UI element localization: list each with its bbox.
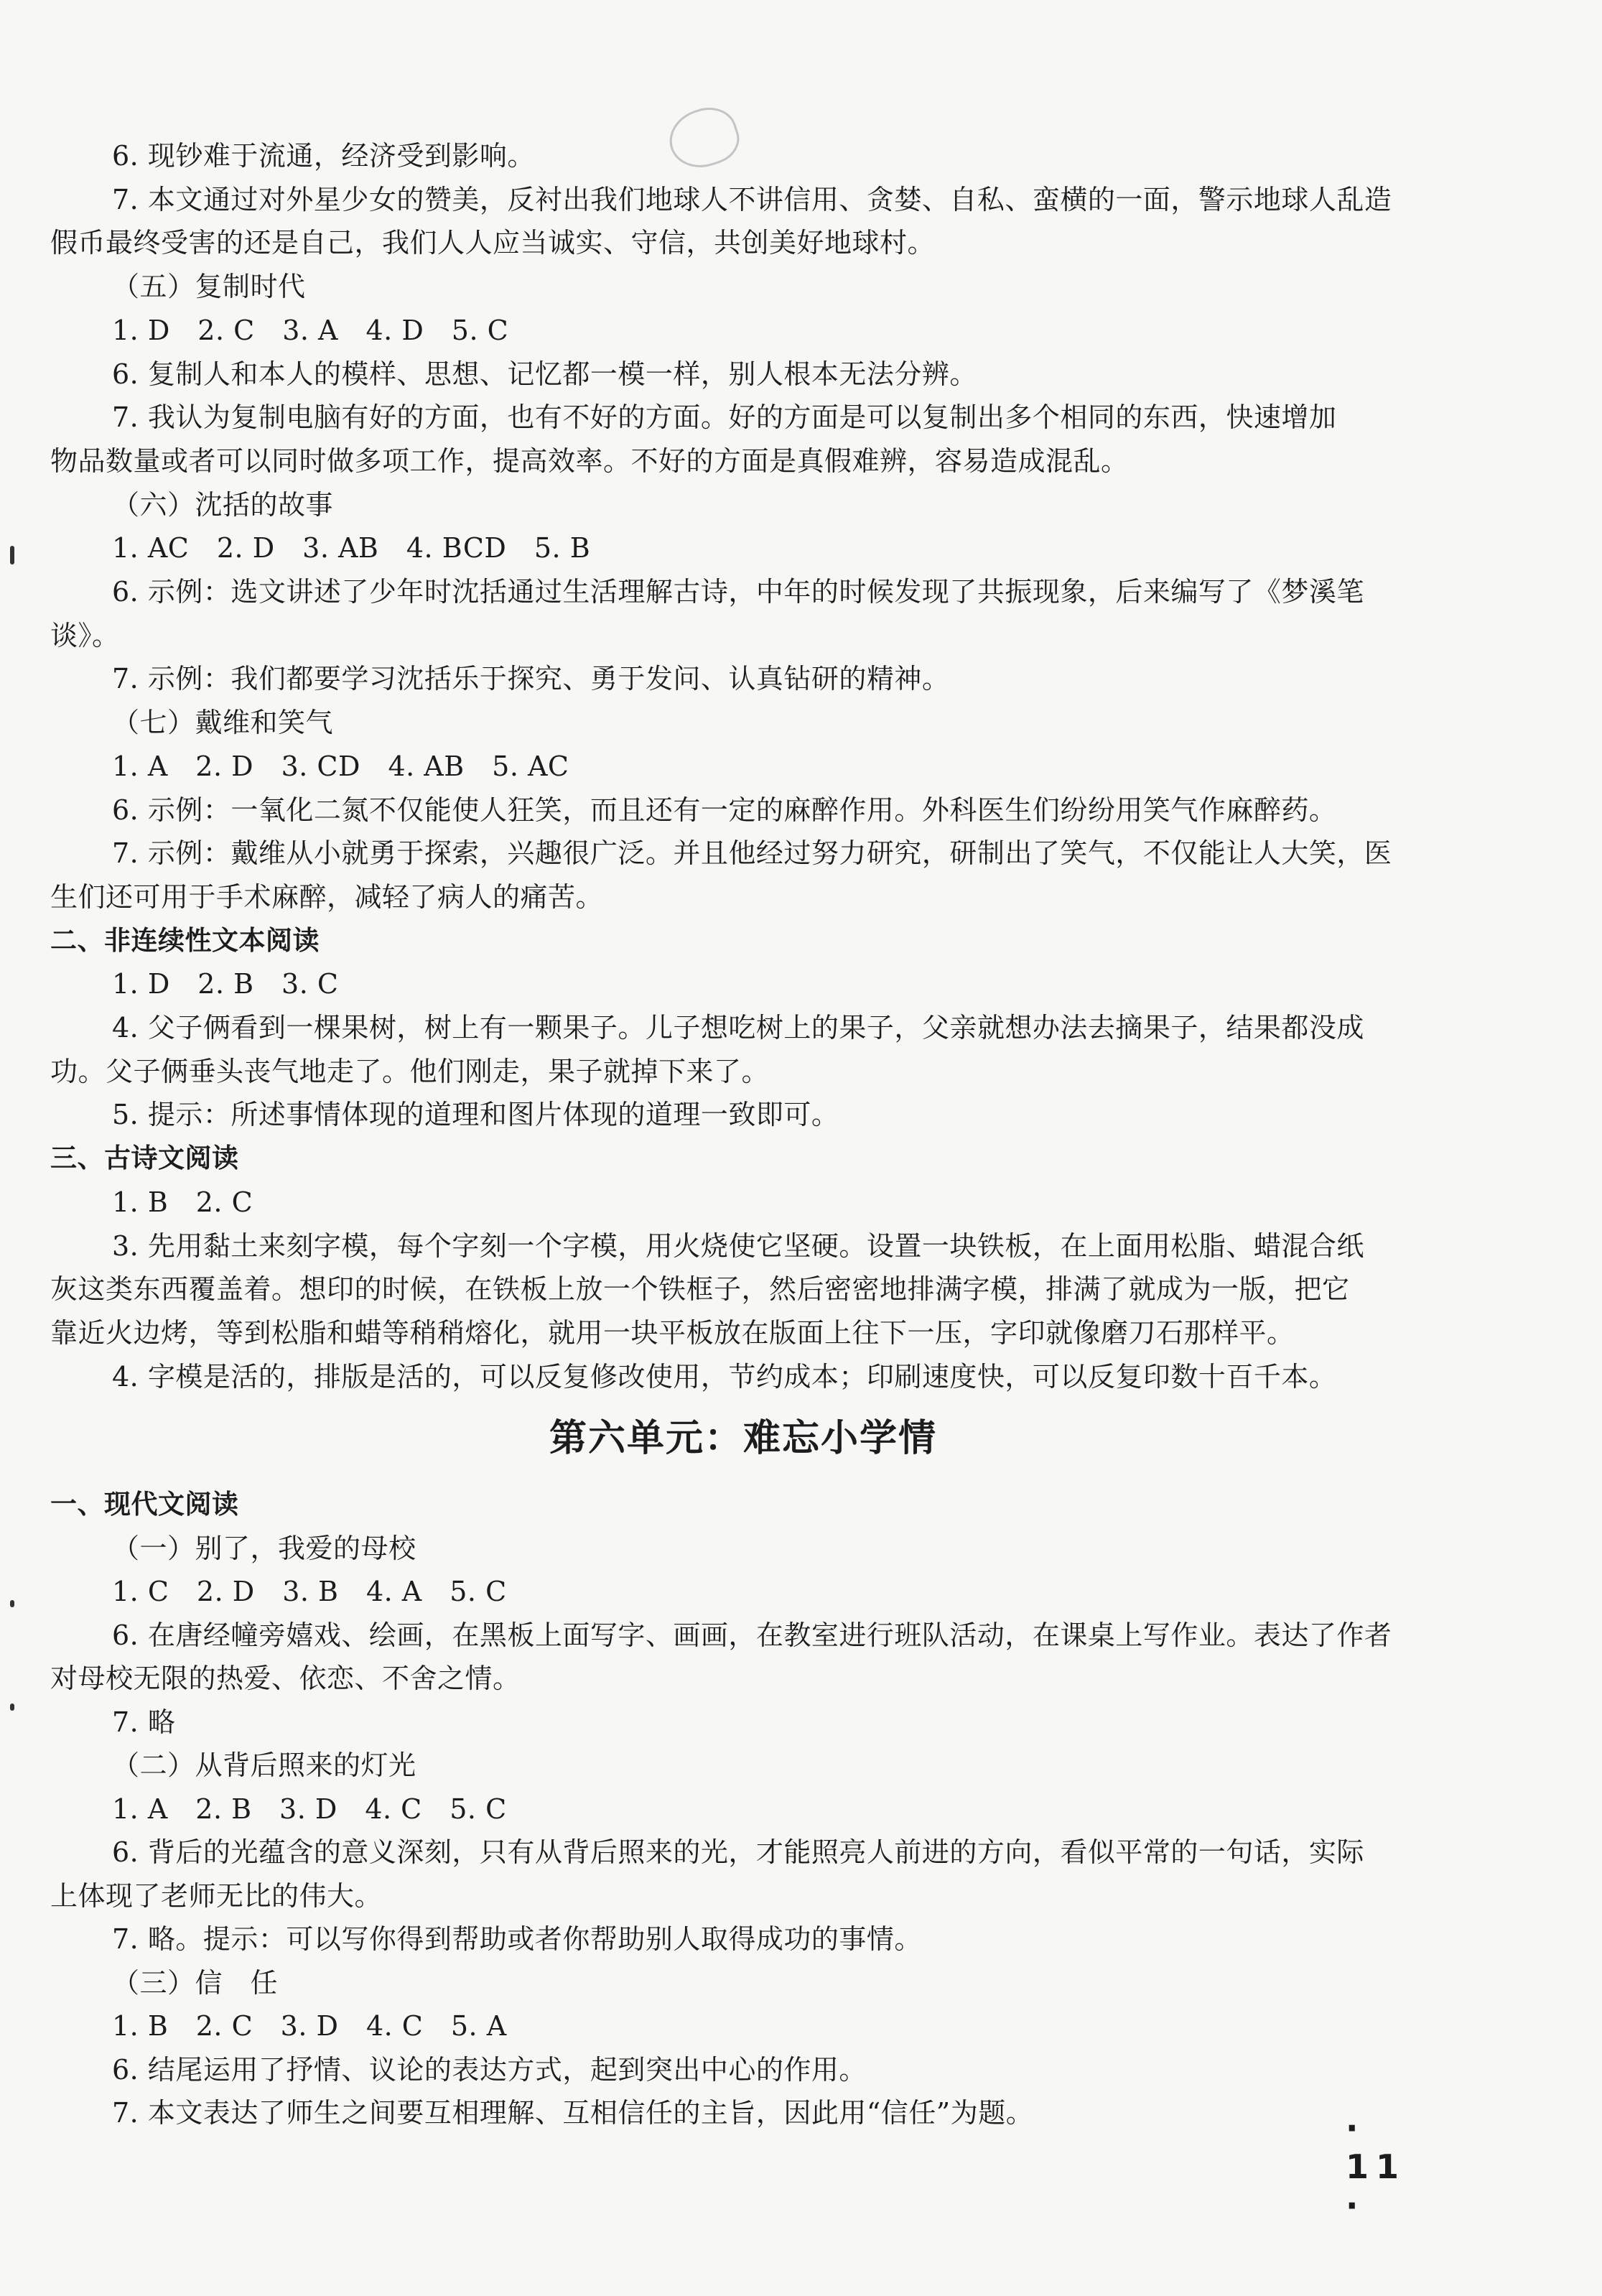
text-line: （七）戴维和笑气 bbox=[112, 707, 334, 739]
text-line: 功。父子俩垂头丧气地走了。他们刚走，果子就掉下来了。 bbox=[50, 1055, 770, 1087]
text-line: （五）复制时代 bbox=[112, 271, 306, 303]
text-line: 4. 字模是活的，排版是活的，可以反复修改使用，节约成本；印刷速度快，可以反复印数十百千本。 bbox=[112, 1360, 1337, 1393]
text-line: 6. 现钞难于流通，经济受到影响。 bbox=[112, 140, 535, 172]
text-line: 物品数量或者可以同时做多项工作，提高效率。不好的方面是真假难辨，容易造成混乱。 bbox=[50, 445, 1129, 477]
text-line: 1. D 2. C 3. A 4. D 5. C bbox=[112, 314, 509, 346]
text-line: （二）从背后照来的灯光 bbox=[112, 1749, 416, 1781]
section-heading: 一、现代文阅读 bbox=[50, 1489, 239, 1520]
text-line: （六）沈括的故事 bbox=[112, 488, 334, 521]
stamp-logo bbox=[662, 100, 745, 176]
section-heading: 二、非连续性文本阅读 bbox=[50, 924, 320, 956]
text-line: 7. 略。提示：可以写你得到帮助或者你帮助别人取得成功的事情。 bbox=[112, 1923, 922, 1955]
text-line: 1. B 2. C bbox=[112, 1186, 253, 1218]
text-line: 6. 在唐经幢旁嬉戏、绘画，在黑板上面写字、画画，在教室进行班队活动，在课桌上写作业。表达了作者 bbox=[112, 1619, 1392, 1651]
section-heading: 三、古诗文阅读 bbox=[50, 1143, 239, 1174]
unit-title: 第六单元：难忘小学情 bbox=[549, 1417, 937, 1460]
text-line: 7. 我认为复制电脑有好的方面，也有不好的方面。好的方面是可以复制出多个相同的东西，快速增加 bbox=[112, 401, 1337, 434]
text-line: 7. 略 bbox=[112, 1706, 176, 1738]
binding-mark bbox=[10, 1600, 14, 1607]
text-line: 1. B 2. C 3. D 4. C 5. A bbox=[112, 2010, 507, 2042]
text-line: 4. 父子俩看到一棵果树，树上有一颗果子。儿子想吃树上的果子，父亲就想办法去摘果子，结果都没成 bbox=[112, 1012, 1364, 1044]
text-line: 上体现了老师无比的伟大。 bbox=[50, 1879, 383, 1912]
text-line: 6. 背后的光蕴含的意义深刻，只有从背后照来的光，才能照亮人前进的方向，看似平常的一句话，实际 bbox=[112, 1836, 1364, 1868]
binding-mark bbox=[10, 546, 14, 564]
text-line: 6. 复制人和本人的模样、思想、记忆都一模一样，别人根本无法分辨。 bbox=[112, 358, 977, 390]
page-number: · 11 · bbox=[1346, 2109, 1407, 2225]
text-line: 6. 结尾运用了抒情、议论的表达方式，起到突出中心的作用。 bbox=[112, 2053, 867, 2086]
text-line: 1. C 2. D 3. B 4. A 5. C bbox=[112, 1576, 507, 1607]
text-line: 7. 本文通过对外星少女的赞美，反衬出我们地球人不讲信用、贪婪、自私、蛮横的一面，警示地球人乱造 bbox=[112, 183, 1392, 215]
text-line: 1. AC 2. D 3. AB 4. BCD 5. B bbox=[112, 532, 591, 564]
text-line: 6. 示例：一氧化二氮不仅能使人狂笑，而且还有一定的麻醉作用。外科医生们纷纷用笑气作麻醉药。 bbox=[112, 794, 1337, 826]
text-line: 5. 提示：所述事情体现的道理和图片体现的道理一致即可。 bbox=[112, 1099, 839, 1131]
text-line: 生们还可用于手术麻醉，减轻了病人的痛苦。 bbox=[50, 880, 604, 913]
text-line: 靠近火边烤，等到松脂和蜡等稍稍熔化，就用一块平板放在版面上往下一压，字印就像磨刀石那样平。 bbox=[50, 1316, 1295, 1349]
text-line: 谈》。 bbox=[50, 619, 120, 651]
text-line: 3. 先用黏土来刻字模，每个字刻一个字模，用火烧使它坚硬。设置一块铁板，在上面用松脂、蜡混合纸 bbox=[112, 1230, 1364, 1262]
binding-mark bbox=[10, 1704, 14, 1711]
text-line: 7. 本文表达了师生之间要互相理解、互相信任的主旨，因此用“信任”为题。 bbox=[112, 2097, 1034, 2129]
text-line: 假币最终受害的还是自己，我们人人应当诚实、守信，共创美好地球村。 bbox=[50, 227, 936, 259]
text-line: 1. A 2. B 3. D 4. C 5. C bbox=[112, 1793, 507, 1825]
text-line: 7. 示例：我们都要学习沈括乐于探究、勇于发问、认真钻研的精神。 bbox=[112, 663, 950, 695]
text-line: 1. A 2. D 3. CD 4. AB 5. AC bbox=[112, 750, 569, 782]
text-line: 对母校无限的热爱、依恋、不舍之情。 bbox=[50, 1663, 521, 1694]
text-line: （三）信 任 bbox=[112, 1966, 279, 1999]
text-line: 6. 示例：选文讲述了少年时沈括通过生活理解古诗，中年的时候发现了共振现象，后来编写了《梦溪笔 bbox=[112, 576, 1364, 608]
text-line: （一）别了，我爱的母校 bbox=[112, 1532, 416, 1564]
text-line: 1. D 2. B 3. C bbox=[112, 968, 339, 1000]
text-line: 7. 示例：戴维从小就勇于探索，兴趣很广泛。并且他经过努力研究，研制出了笑气，不仅能让人大笑，医 bbox=[112, 837, 1392, 870]
text-line: 灰这类东西覆盖着。想印的时候，在铁板上放一个铁框子，然后密密地排满字模，排满了就成为一版，把它 bbox=[50, 1273, 1350, 1306]
